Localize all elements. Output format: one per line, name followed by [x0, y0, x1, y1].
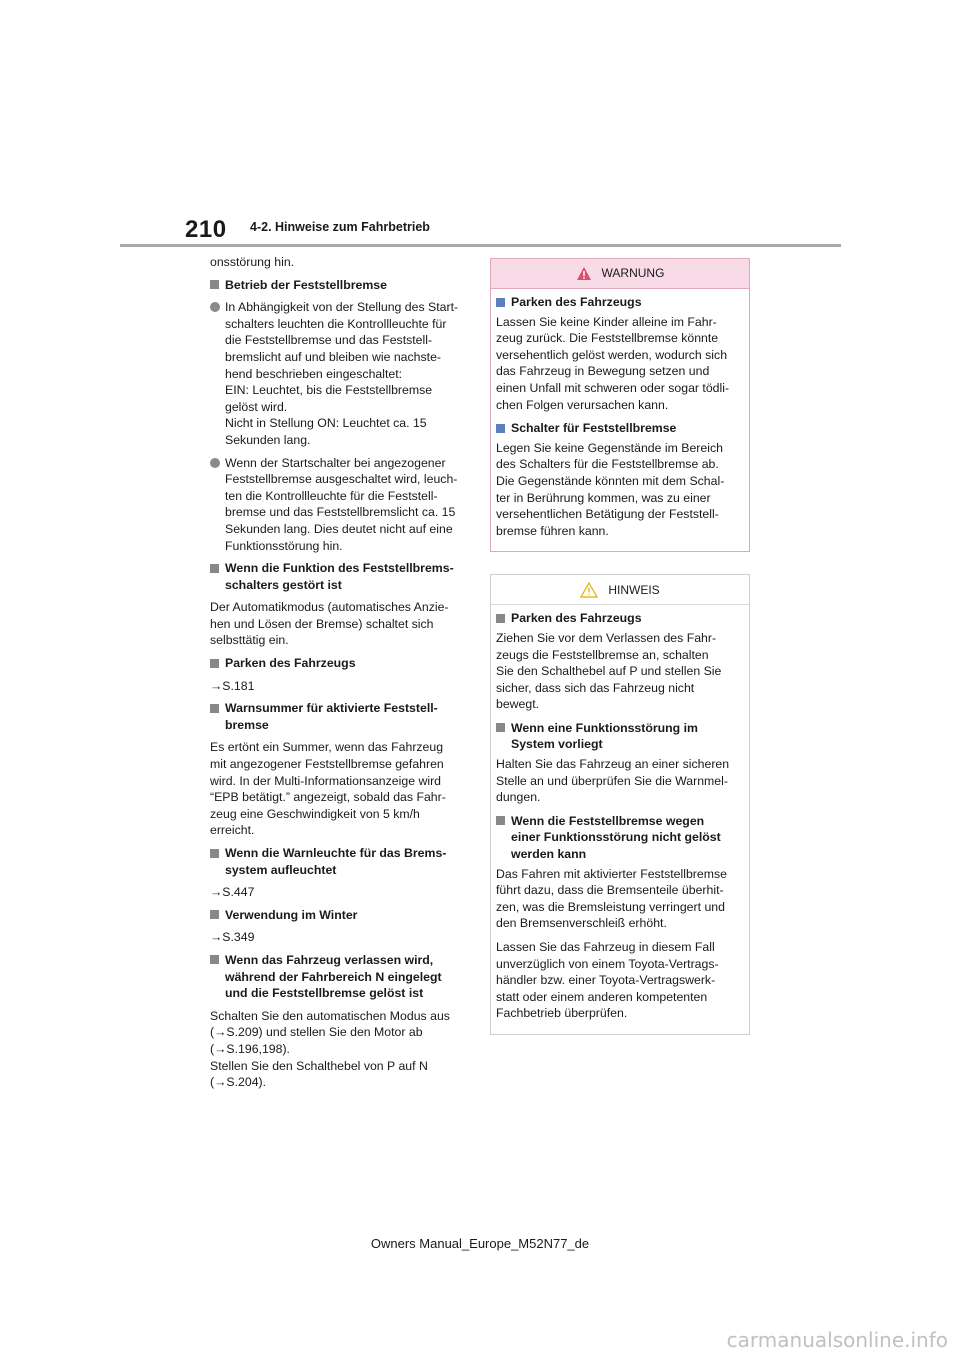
heading-text: Verwendung im Winter: [225, 907, 358, 922]
warning-icon: [576, 266, 592, 281]
heading-text: Warnsummer für aktivierte Feststell- bremse: [225, 701, 438, 732]
box-heading: [496, 813, 744, 863]
square-bullet-icon: [496, 723, 505, 732]
heading-text: Wenn das Fahrzeug verlassen wird, während der Fahrbereich N eingelegt und die Feststellbremse gelöst ist: [225, 952, 442, 1001]
section-heading: [210, 655, 468, 672]
square-bullet-icon: [210, 910, 219, 919]
hint-body: [491, 605, 749, 1034]
square-bullet-icon: [210, 280, 219, 289]
box-heading: [496, 420, 744, 437]
round-bullet-icon: [210, 302, 220, 312]
round-bullet-icon: [210, 458, 220, 468]
left-column: [210, 254, 468, 1097]
section-heading: [210, 700, 468, 733]
heading-text: Parken des Fahrzeugs: [511, 295, 642, 309]
section-heading: [210, 560, 468, 593]
warning-body: [491, 289, 749, 551]
box-heading: [496, 294, 744, 311]
paragraph: Lassen Sie das Fahrzeug in diesem Fall unverzüglich von einem Toyota-Vertrags- händler bzw. einer Toyota-Vertragswerk- statt oder einem anderen kompetenten Fachbetrieb überprüfen.: [496, 940, 719, 1021]
paragraph: Es ertönt ein Summer, wenn das Fahrzeug mit angezogener Feststellbremse gefahren wird. In der Multi-Informationsanzeige wird “EPB betätigt.” angezeigt, sobald das Fahr- zeug eine Geschwindigkeit von 5 km/h erreicht.: [210, 740, 446, 838]
paragraph: Halten Sie das Fahrzeug an einer sicheren Stelle an und überprüfen Sie die Warnmel- dungen.: [496, 757, 730, 805]
page-number: 210: [185, 216, 227, 243]
bullet-text: In Abhängigkeit von der Stellung des Start- schalters leuchten die Kontrollleuchte für die Feststellbremse und das Feststell- bremslicht auf und bleiben wie nachste- hend beschrieben eingeschaltet: EIN: Leuchtet, bis die Feststellbremse gelöst wird. Nicht in Stellung ON: Leuchtet ca. 15 Sekunden lang.: [225, 300, 459, 447]
section-title: 4-2. Hinweise zum Fahrbetrieb: [250, 220, 430, 234]
section-heading: [210, 277, 468, 294]
page-reference-link[interactable]: →S.447: [210, 885, 255, 900]
heading-text: Schalter für Feststellbremse: [511, 421, 677, 436]
hint-title: HINWEIS: [608, 582, 660, 597]
heading-text: Betrieb der Feststellbremse: [225, 277, 387, 292]
page-reference-link[interactable]: →S.181: [210, 678, 255, 693]
square-bullet-icon: [496, 816, 505, 825]
square-bullet-icon: [210, 849, 219, 858]
heading-text: Wenn eine Funktionsstörung im System vorliegt: [511, 720, 698, 752]
bullet-text: Wenn der Startschalter bei angezogener Feststellbremse ausgeschaltet wird, leuch- ten die Kontrollleuchte für die Feststell- bremse und das Feststellbremslicht ca. 15 Sekunden lang. Dies deutet nicht auf eine Funktionsstörung hin.: [225, 455, 458, 553]
box-heading: [496, 720, 744, 753]
section-heading: [210, 845, 468, 878]
paragraph: Der Automatikmodus (automatisches Anzie- hen und Lösen der Bremse) schaltet sich selbsttätig ein.: [210, 600, 449, 648]
paragraph: Das Fahren mit aktivierter Feststellbremse führt dazu, dass die Bremsenteile überhit- zen, was die Bremsleistung verringert und den Bremsenverschleiß erhöht.: [496, 866, 727, 931]
paragraph: Legen Sie keine Gegenstände im Bereich des Schalters für die Feststellbremse ab. Die Gegenstände könnten mit dem Schal- ter in Berührung kommen, was zu einer versehentlichen Betätigung der Feststell- bremse führen kann.: [496, 440, 725, 538]
heading-text: Parken des Fahrzeugs: [511, 611, 642, 626]
square-bullet-icon: [496, 424, 505, 433]
caution-icon: [580, 582, 598, 598]
watermark: carmanualsonline.info: [726, 1328, 948, 1352]
hint-header: [491, 575, 749, 605]
paragraph: onsstörung hin.: [210, 255, 295, 269]
bullet-item: [210, 455, 468, 555]
right-column: [490, 258, 750, 1035]
section-heading: [210, 907, 468, 924]
footer-doc-name: Owners Manual_Europe_M52N77_de: [370, 1236, 590, 1251]
heading-text: Parken des Fahrzeugs: [225, 656, 356, 671]
heading-text: Wenn die Warnleuchte für das Brems- system aufleuchtet: [225, 846, 447, 877]
bullet-item: [210, 299, 468, 448]
square-bullet-icon: [496, 614, 505, 623]
square-bullet-icon: [496, 298, 505, 307]
square-bullet-icon: [210, 564, 219, 573]
box-heading: [496, 610, 744, 627]
square-bullet-icon: [210, 704, 219, 713]
header-rule: [120, 244, 841, 247]
warning-header: [491, 259, 749, 289]
paragraph: Schalten Sie den automatischen Modus aus (→S.209) und stellen Sie den Motor ab (→S.196,198). Stellen Sie den Schalthebel von P auf N (→S.204).: [210, 1008, 450, 1090]
square-bullet-icon: [210, 659, 219, 668]
square-bullet-icon: [210, 955, 219, 964]
paragraph: Lassen Sie keine Kinder alleine im Fahr- zeug zurück. Die Feststellbremse könnte versehentlich gelöst werden, wodurch sich das Fahrzeug in Bewegung setzen und einen Unfall mit schweren oder sogar tödli- chen Folgen verursachen kann.: [496, 314, 730, 412]
page-reference-link[interactable]: →S.349: [210, 930, 255, 945]
heading-text: Wenn die Feststellbremse wegen einer Funktionsstörung nicht gelöst werden kann: [511, 813, 721, 862]
warning-title: WARNUNG: [601, 266, 665, 281]
section-heading: [210, 952, 468, 1002]
warning-box: [490, 258, 750, 552]
paragraph: Ziehen Sie vor dem Verlassen des Fahr- zeugs die Feststellbremse an, schalten Sie den Schalthebel auf P und stellen Sie sicher, dass sich das Fahrzeug nicht bewegt.: [496, 630, 722, 712]
hint-box: [490, 574, 750, 1035]
heading-text: Wenn die Funktion des Feststellbrems- schalters gestört ist: [225, 561, 454, 592]
